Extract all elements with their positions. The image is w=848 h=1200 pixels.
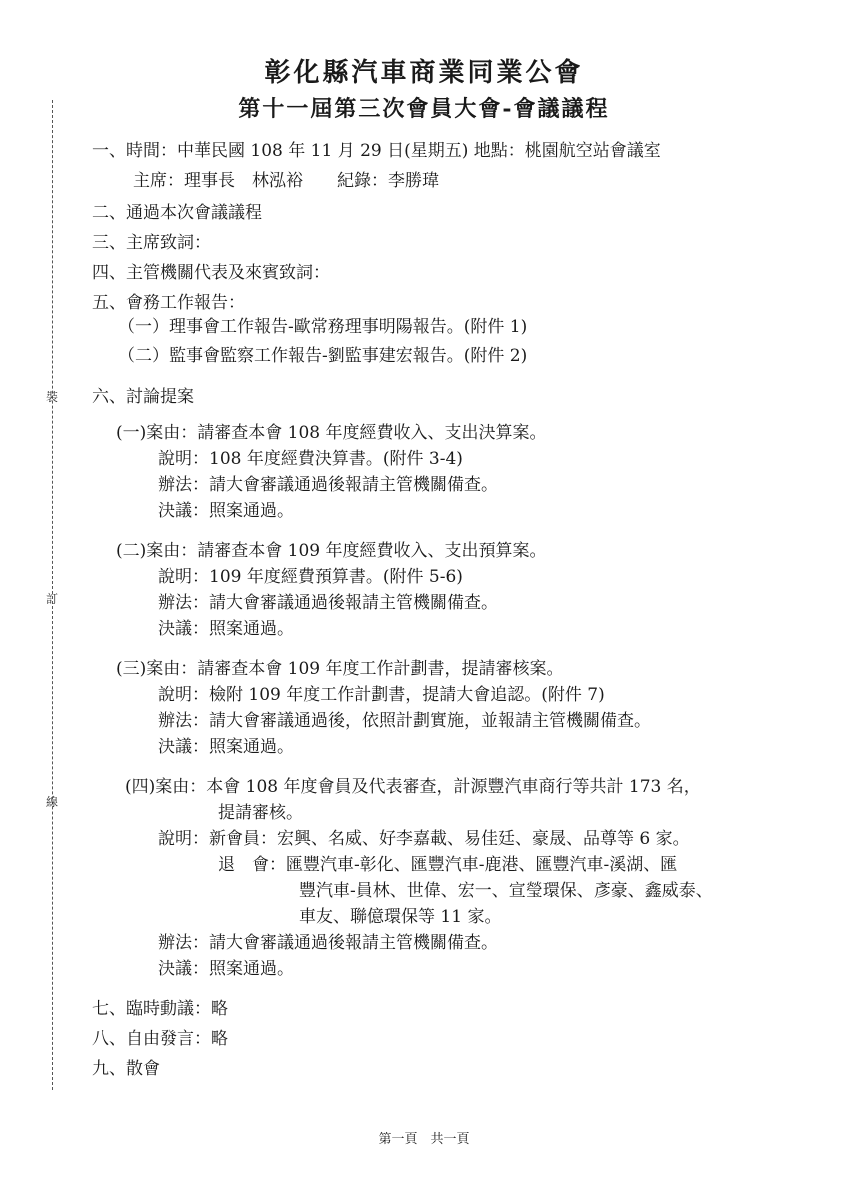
binding-mark-1: 裝 xyxy=(46,390,59,404)
proposal-1-explanation: 說明：108 年度經費決算書。(附件 3-4) xyxy=(158,449,463,469)
item-extempore-motions: 七、臨時動議：略 xyxy=(92,999,228,1019)
proposal-4-head: (四)案由：本會 108 年度會員及代表審查，計源豐汽車商行等共計 173 名， xyxy=(125,777,701,797)
proposal-4-resolution: 決議：照案通過。 xyxy=(158,959,294,979)
item-work-report-1: （一）理事會工作報告-歐常務理事明陽報告。(附件 1) xyxy=(118,317,528,337)
item-guest-speech: 四、主管機關代表及來賓致詞： xyxy=(92,263,330,283)
item-free-speech: 八、自由發言：略 xyxy=(92,1029,228,1049)
item-work-report-2: （二）監事會監察工作報告-劉監事建宏報告。(附件 2) xyxy=(118,346,528,366)
item-time-location: 一、時間：中華民國 108 年 11 月 29 日(星期五) 地點：桃園航空站會議室 xyxy=(92,141,661,161)
item-work-report: 五、會務工作報告： xyxy=(92,293,245,313)
item-agenda-approval: 二、通過本次會議議程 xyxy=(92,203,262,223)
proposal-4-withdrawals-1: 退 會：匯豐汽車-彰化、匯豐汽車-鹿港、匯豐汽車-溪湖、匯 xyxy=(218,855,678,875)
proposal-4-head-cont: 提請審核。 xyxy=(218,803,303,823)
document-subtitle: 第十一屆第三次會員大會-會議議程 xyxy=(238,96,610,122)
binding-mark-3: 線 xyxy=(46,795,59,809)
item-chair-recorder: 主席：理事長 林泓裕 紀錄：李勝瑋 xyxy=(133,171,439,191)
proposal-3-head: (三)案由：請審查本會 109 年度工作計劃書，提請審核案。 xyxy=(116,659,564,679)
proposal-2-explanation: 說明：109 年度經費預算書。(附件 5-6) xyxy=(158,567,463,587)
item-adjournment: 九、散會 xyxy=(92,1059,160,1079)
proposal-4-withdrawals-2: 豐汽車-員林、世偉、宏一、宣瑩環保、彥豪、鑫威泰、 xyxy=(299,881,713,901)
proposal-1-head: (一)案由：請審查本會 108 年度經費收入、支出決算案。 xyxy=(116,423,547,443)
proposal-4-withdrawals-3: 車友、聯億環保等 11 家。 xyxy=(299,907,502,927)
proposal-3-resolution: 決議：照案通過。 xyxy=(158,737,294,757)
proposal-2-head: (二)案由：請審查本會 109 年度經費收入、支出預算案。 xyxy=(116,541,547,561)
document-title: 彰化縣汽車商業同業公會 xyxy=(264,58,584,88)
proposal-1-resolution: 決議：照案通過。 xyxy=(158,501,294,521)
proposal-3-explanation: 說明：檢附 109 年度工作計劃書，提請大會追認。(附件 7) xyxy=(158,685,605,705)
proposal-4-method: 辦法：請大會審議通過後報請主管機關備查。 xyxy=(158,933,498,953)
proposal-3-method: 辦法：請大會審議通過後，依照計劃實施，並報請主管機關備查。 xyxy=(158,711,651,731)
page-footer: 第一頁 共一頁 xyxy=(378,1132,470,1147)
proposal-1-method: 辦法：請大會審議通過後報請主管機關備查。 xyxy=(158,475,498,495)
proposal-2-resolution: 決議：照案通過。 xyxy=(158,619,294,639)
item-proposals: 六、討論提案 xyxy=(92,387,194,407)
binding-mark-2: 訂 xyxy=(46,592,59,606)
item-chair-speech: 三、主席致詞： xyxy=(92,233,211,253)
proposal-4-explanation: 說明：新會員：宏興、名威、好李嘉載、易佳廷、豪晟、品尊等 6 家。 xyxy=(158,829,690,849)
proposal-2-method: 辦法：請大會審議通過後報請主管機關備查。 xyxy=(158,593,498,613)
